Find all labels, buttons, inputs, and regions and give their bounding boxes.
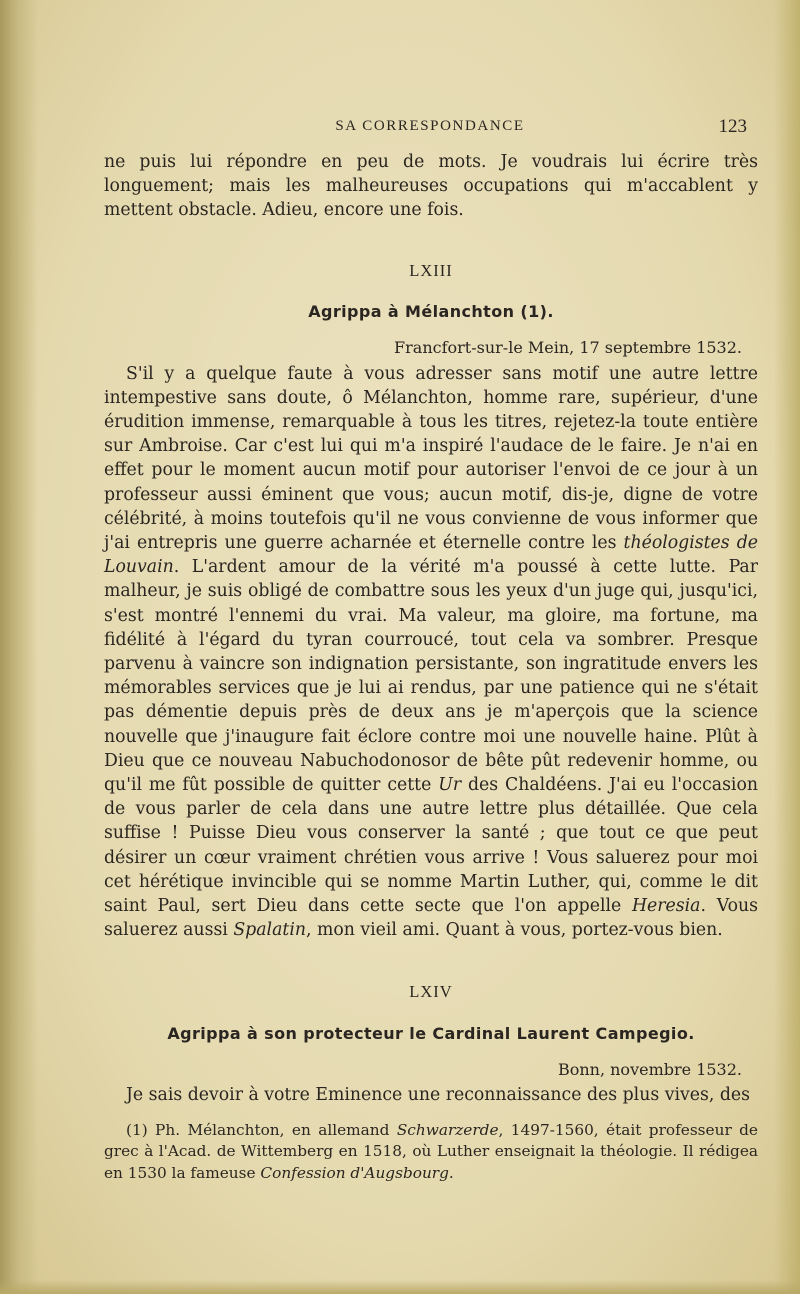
letter-body <box>104 362 758 943</box>
letter-number: LXIII <box>409 260 453 280</box>
letter-title: Agrippa à son protecteur le Cardinal Laurent Campegio. <box>167 1024 695 1044</box>
footnote-text: (1) Ph. Mélanchton, en allemand <box>126 1120 390 1139</box>
page-edge-left <box>0 0 38 1294</box>
body-italic: Heresia <box>631 896 701 917</box>
body-text: des Chaldéens. J'ai eu l'occasion de vous parler de cela dans une autre lettre plus détaillée. Que cela suffise ! Puisse Dieu vous conserver la santé ; que tout ce que peut désirer un cœur vraiment chrétien vous arrive ! Vous saluerez pour moi cet hérétique invincible qui se nomme Martin Luther, qui, comme le dit saint Paul, sert Dieu dans cette secte que l'on appelle <box>104 775 758 917</box>
footnote-italic: Schwarzerde <box>396 1120 499 1139</box>
footnote-text: . <box>448 1163 454 1182</box>
letter-title: Agrippa à Mélanchton (1). <box>308 301 554 321</box>
letter-body: Je sais devoir à votre Eminence une reconnaissance des plus vives, des <box>126 1085 750 1106</box>
footnote-text: , 1497-1560, était professeur de grec à l'Acad. de Wittemberg en 1518, où Luther enseignait la théologie. Il rédigea en 1530 la fameuse <box>104 1120 758 1182</box>
letter-dateline: Bonn, novembre 1532. <box>557 1060 742 1080</box>
page-edge-right <box>774 0 800 1294</box>
page-number: 123 <box>718 116 747 137</box>
body-text: , mon vieil ami. Quant à vous, portez-vous bien. <box>305 920 723 941</box>
page-body <box>104 150 758 1184</box>
body-text: . L'ardent amour de la vérité m'a poussé à cette lutte. Par malheur, je suis obligé de combattre sous les yeux d'un juge qui, jusqu'ici, s'est montré l'ennemi du vrai. Ma valeur, ma gloire, ma fortune, ma fidélité à l'égard du tyran courroucé, tout cela va sombrer. Presque parvenu à vaincre son indignation persistante, son ingratitude envers les mémorables services que je lui ai rendus, par une patience qui ne s'était pas démentie depuis près de deux ans je m'aperçois que la science nouvelle que j'inaugure fait éclore contre moi une nouvelle haine. Plût à Dieu que ce nouveau Nabuchodonosor de bête pût redevenir homme, ou qu'il me fût possible de quitter cette <box>104 557 758 796</box>
body-italic: Ur <box>438 775 462 796</box>
footnotes <box>104 1120 758 1185</box>
running-head: SA CORRESPONDANCE <box>335 118 525 134</box>
continuation-paragraph: ne puis lui répondre en peu de mots. Je voudrais lui écrire très longuement; mais les malheureuses occupations qui m'accablent y mettent obstacle. Adieu, encore une fois. <box>104 152 758 221</box>
letter-dateline: Francfort-sur-le Mein, 17 septembre 1532. <box>394 337 742 357</box>
body-text: . Vous saluerez aussi <box>104 896 758 941</box>
body-italic: théologistes de Louvain <box>104 533 758 578</box>
footnote <box>104 1120 758 1185</box>
letter-number: LXIV <box>409 982 453 1002</box>
page-edge-bottom <box>0 1280 800 1294</box>
page-header <box>110 118 750 142</box>
body-text: S'il y a quelque faute à vous adresser sans motif une autre lettre intempestive sans doute, ô Mélanchton, homme rare, supérieur, d'une érudition immense, remarquable à tous les titres, rejetez-la toute entière sur Ambroise. Car c'est lui qui m'a inspiré l'audace de le faire. Je n'ai en effet pour le moment aucun motif pour autoriser l'envoi de ce jour à un professeur aussi éminent que vous; aucun motif, dis-je, digne de votre célébrité, à moins toutefois qu'il ne vous convienne de vous informer que j'ai entrepris une guerre acharnée et éternelle contre les <box>104 363 758 554</box>
body-italic: Spalatin <box>233 920 306 941</box>
footnote-italic: Confession d'Augsbourg <box>260 1163 449 1182</box>
